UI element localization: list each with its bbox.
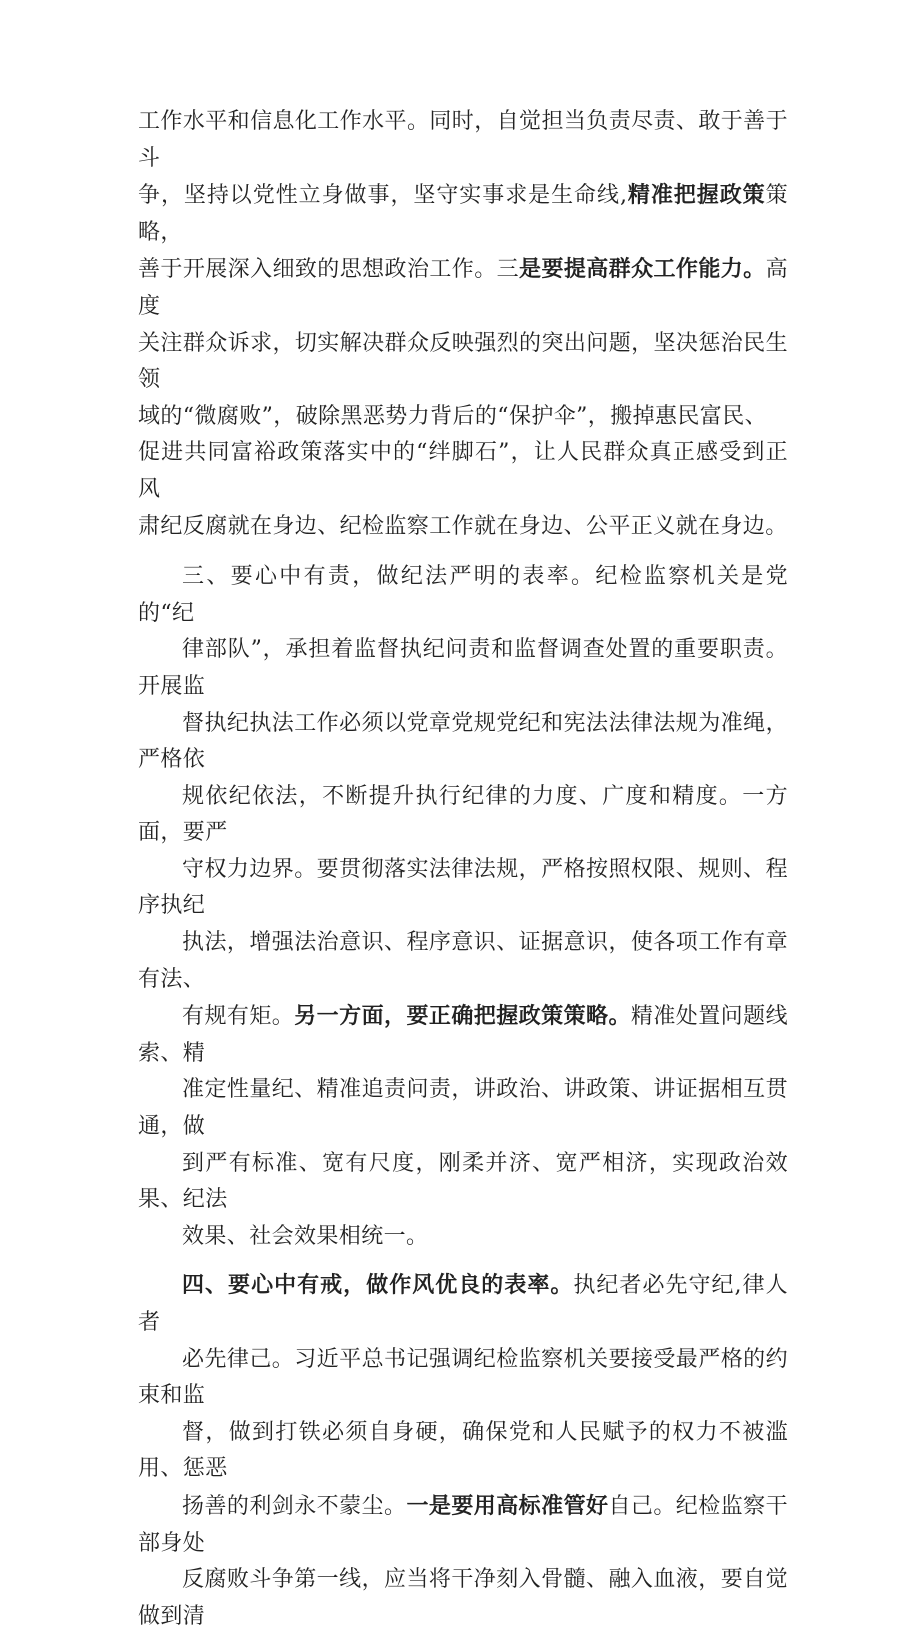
text-line (138, 779, 788, 852)
text-run: 关注群众诉求，切实解决群众反映强烈的突出问题，坚决惩治民生领 (138, 330, 788, 393)
text-run: 肃纪反腐就在身边、纪检监察工作就在身边、公平正义就在身边。 (138, 513, 788, 539)
text-line (138, 1342, 788, 1415)
text-run: 争，坚持以党性立身做事，坚守实事求是生命线, (138, 183, 628, 209)
text-line (138, 1562, 788, 1635)
text-run: 有规有矩。 (182, 1004, 295, 1030)
bold-text-run: 另一方面，要正确把握政策策略。 (294, 1003, 631, 1030)
text-line (138, 1415, 788, 1488)
text-run: 策略， (138, 183, 788, 245)
paragraph (138, 104, 788, 545)
paragraph (138, 559, 788, 1255)
text-run: 执法，增强法治意识、程序意识、证据意识，使各项工作有章有法、 (138, 930, 788, 992)
text-line (138, 326, 788, 399)
text-line (138, 1072, 788, 1145)
text-run: 准定性量纪、精准追责问责，讲政治、讲政策、讲证据相互贯通，做 (138, 1077, 788, 1140)
text-run: 守权力边界。要贯彻落实法律法规，严格按照权限、规则、程序执纪 (138, 856, 788, 919)
paragraph (138, 1267, 788, 1635)
text-run: 效果、社会效果相统一。 (182, 1223, 429, 1249)
text-line (138, 399, 788, 436)
text-line (138, 998, 788, 1072)
text-run: 域的“微腐败”，破除黑恶势力背后的“保护伞”，搬掉惠民富民、 (138, 403, 767, 429)
text-run: 高度 (138, 257, 788, 319)
text-line (138, 251, 788, 325)
text-run: 精准处置问题线索、精 (138, 1004, 788, 1066)
text-run: 工作水平和信息化工作水平。同时，自觉担当负责尽责、敢于善于斗 (138, 109, 788, 171)
text-run: 自己。纪检监察干部身处 (138, 1493, 788, 1556)
text-run: 督执纪执法工作必须以党章党规党纪和宪法法律法规为准绳，严格依 (138, 710, 788, 773)
document-body (138, 104, 788, 1635)
bold-text-run: 一是要用高标准管好 (406, 1492, 609, 1519)
text-run: 促进共同富裕政策落实中的“绊脚石”，让人民群众真正感受到正风 (138, 440, 788, 502)
text-line (138, 509, 788, 546)
text-run: 必先律己。习近平总书记强调纪检监察机关要接受最严格的约束和监 (138, 1346, 788, 1409)
text-line (138, 925, 788, 998)
bold-text-run: 四、要心中有戒，做作风优良的表率。 (182, 1272, 574, 1299)
text-run: 督，做到打铁必须自身硬，确保党和人民赋予的权力不被滥用、惩恶 (138, 1419, 788, 1482)
text-run: 到严有标准、宽有尺度，刚柔并济、宽严相济，实现政治效果、纪法 (138, 1150, 788, 1213)
text-run: 三、要心中有责，做纪法严明的表率。纪检监察机关是党的“纪 (138, 564, 788, 626)
bold-text-run: 是要提高群众工作能力。 (519, 256, 766, 283)
text-run: 扬善的利剑永不蒙尘。 (182, 1493, 407, 1519)
text-line (138, 1267, 788, 1341)
text-run: 执纪者必先守纪,律人者 (138, 1273, 788, 1335)
text-line (138, 435, 788, 508)
text-run: 律部队”，承担着监督执纪问责和监督调查处置的重要职责。开展监 (138, 637, 788, 699)
text-run: 规依纪依法，不断提升执行纪律的力度、广度和精度。一方面，要严 (138, 783, 788, 846)
bold-text-run: 精准把握政策 (627, 182, 766, 209)
text-line (138, 177, 788, 251)
text-run: 反腐败斗争第一线，应当将干净刻入骨髓、融入血液，要自觉做到清 (138, 1567, 788, 1629)
text-run: 善于开展深入细致的思想政治工作。三 (138, 257, 520, 283)
text-line (138, 852, 788, 925)
text-line (138, 104, 788, 177)
text-line (138, 632, 788, 705)
text-line (138, 1488, 788, 1562)
text-line (138, 706, 788, 779)
text-line (138, 1219, 788, 1256)
text-line (138, 559, 788, 632)
text-line (138, 1146, 788, 1219)
